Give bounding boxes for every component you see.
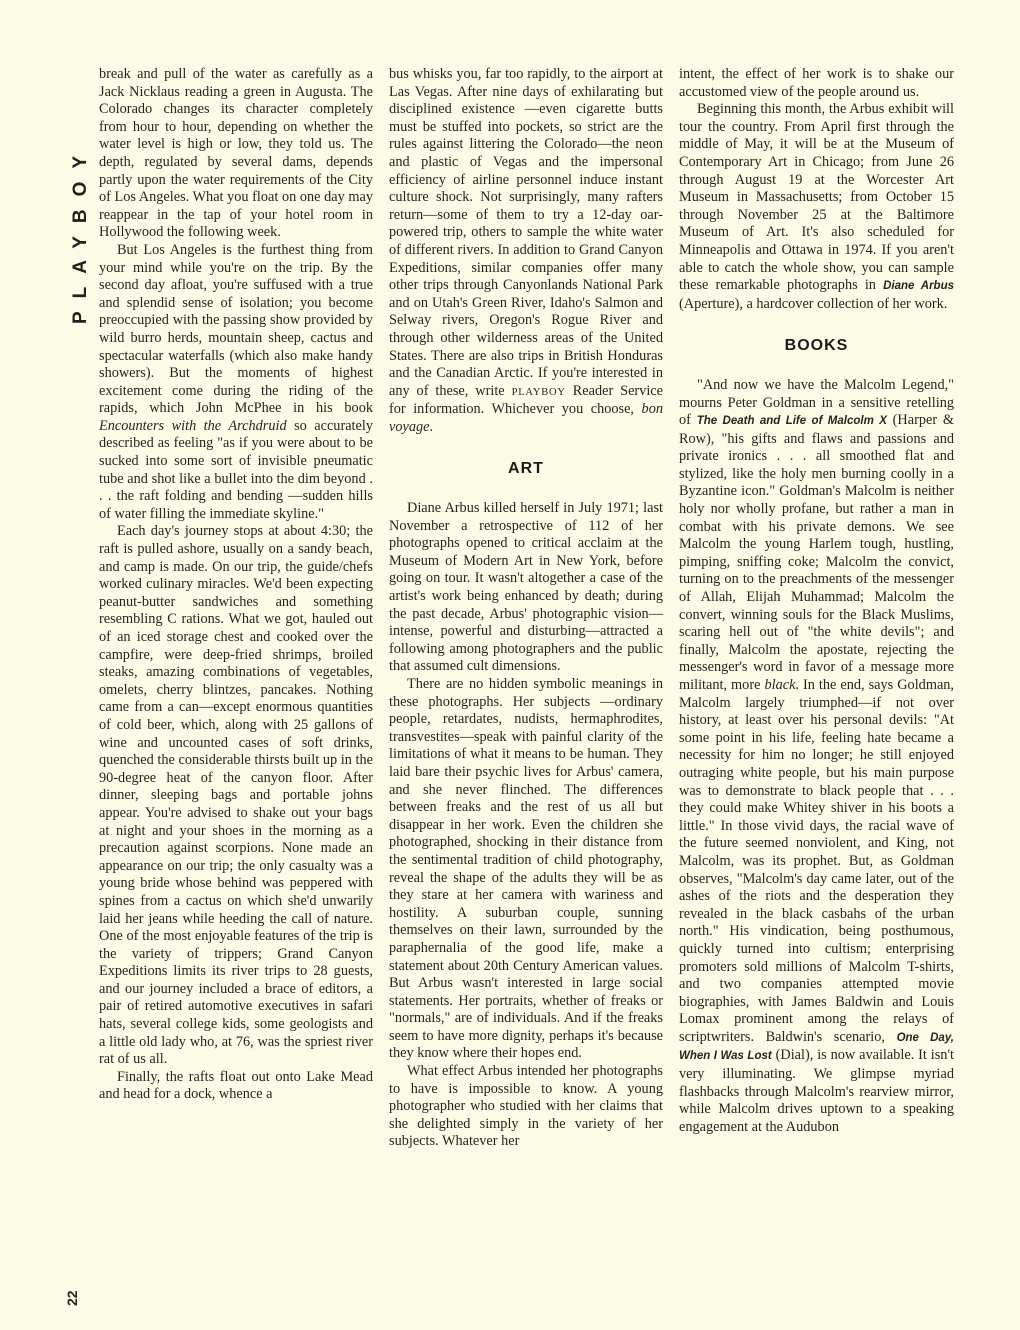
paragraph [679, 101, 954, 313]
paragraph-text: so accurately described as feeling "as if you were about to be sucked into some sort of invisible pneumatic tube and shot like a bullet into the dim beyond . . . the raft folding and bending —sudden hills of water filling the immediate skyline." [99, 417, 373, 522]
magazine-name-text: PLAYBOY [70, 142, 91, 324]
paragraph-text: . [429, 418, 434, 435]
section-heading-books: BOOKS [784, 337, 849, 355]
column-1 [99, 66, 373, 1104]
paragraph: break and pull of the water as carefully as a Jack Nicklaus reading a green in Augusta. The Colorado changes its character completely from hour to hour, depending on whether the water level is high or low, they told us. The depth, regulated by several dams, depends partly upon the water requirements of the City of Los Angeles. What you float on one day may reappear in the tap of your hotel room in Hollywood the following week. [99, 66, 373, 241]
paragraph-text: Reader Service for information. Whichever you choose, [389, 382, 663, 418]
paragraph: intent, the effect of her work is to shake our accustomed view of the people around us. [679, 66, 954, 100]
paragraph-text: (Aperture), a hardcover collection of her work. [679, 295, 948, 312]
book-title: Diane Arbus [883, 280, 955, 293]
book-title: The Death and Life of Malcolm X [696, 415, 887, 428]
book-title: One Day, When I Was Lost [679, 1031, 954, 1063]
italic-phrase: black [764, 677, 796, 693]
small-caps-text: PLAYBOY [511, 386, 566, 398]
column-3 [679, 66, 954, 1136]
paragraph [679, 377, 954, 1137]
paragraph: Diane Arbus killed herself in July 1971; last November a retrospective of 112 of her photographs opened to critical acclaim at the Museum of Modern Art in New York, before going on tour. It wasn't altogether a case of the artist's work being enhanced by death; during the past decade, Arbus' photographic vision—intense, powerful and disturbing—attracted a following among photographers and the public that assumed cult dimensions. [389, 500, 663, 675]
paragraph: There are no hidden symbolic meanings in these photographs. Her subjects —ordinary people, retardates, nudists, hermaphrodites, transvestites—speak with painful clarity of the limitations of what it means to be human. They laid bare their psychic lives for Arbus' camera, and she never flinched. The differences between freaks and the rest of us all but disappear in her work. Even the children she photographed, shocking in their distance from the sentimental tradition of child photography, reveal the shape of the adults they will be as they stare at her camera with wariness and hostility. A suburban couple, sunning themselves on their lawn, surrounded by the paraphernalia of the good life, make a statement about 20th Century American values. But Arbus wasn't interested in large social statements. Her portraits, whether of freaks or "normals," are of individuals. And if the freaks seem to have more dignity, perhaps it's because they know where their hopes end. [389, 676, 663, 1062]
paragraph-text: (Dial), is now available. It isn't very illuminating. We glimpse myriad flashbacks through Malcolm's rearview mirror, while Malcolm drives uptown to a speaking engagement at the Audubon [679, 1047, 955, 1135]
column-2 [389, 66, 663, 1151]
italic-phrase: bon voyage [389, 401, 663, 435]
page-number-text: 22 [64, 1290, 80, 1306]
paragraph-text: (Harper & Row), "his gifts and flaws and passions and private ironics . . . all smoothed flat and stylized, like the holy men burning coolly in a Byzantine icon." Goldman's Malcolm is neither holy nor wholly profane, but rather a man in combat with his private demons. We see Malcolm the young Harlem tough, hustling, pimping, sniffing coke; Malcolm the convict, turning on to the preachments of the messenger of Allah, Elijah Muhammad; Malcolm the convert, winning souls for the Black Muslims, scaring hell out of "the white devils"; and finally, Malcolm the apostate, rejecting the messenger's word in favor of a message more militant, more [679, 412, 954, 693]
paragraph [389, 66, 663, 436]
paragraph: Finally, the rafts float out onto Lake Mead and head for a dock, whence a [99, 1068, 373, 1103]
paragraph [99, 242, 373, 524]
paragraph-text: "And now we have the Malcolm Legend," mourns Peter Goldman in a sensitive retelling of [679, 376, 954, 429]
paragraph-text: bus whisks you, far too rapidly, to the airport at Las Vegas. After nine days of exhilarating but disciplined existence —even cigarette butts must be stuffed into pockets, so strict are the rules against littering the Colorado—the neon and plastic of Vegas and the impersonal efficiency of airline personnel induce instant culture shock. Not surprisingly, many rafters return—some of them to try a 12-day oar-powered trip, others to sample the white water of different rivers. In addition to Grand Canyon Expeditions, similar companies offer many other trips through Canyonlands National Park and on Utah's Green River, Idaho's Salmon and Selway rivers, Oregon's Rogue River and through other wilderness areas of the United States. There are also trips in British Honduras and the Canadian Arctic. If you're interested in any of these, write [389, 66, 663, 399]
paragraph: Each day's journey stops at about 4:30; the raft is pulled ashore, usually on a sandy beach, and camp is made. On our trip, the guide/chefs worked culinary miracles. We'd been expecting peanut-butter sandwiches and something resembling C rations. What we got, hauled out of an iced storage chest and cooked over the campfire, were deep-fried shrimps, broiled steaks, amazing combinations of vegetables, omelets, cherry blintzes, pancakes. Nothing came from a can—except enormous quantities of cold beer, which, along with 25 gallons of wine and uncounted cases of soft drinks, quenched the considerable thirsts built up in the 90-degree heat of the canyon floor. After dinner, sleeping bags and portable johns appear. You're advised to shake out your bags at night and your shoes in the morning as a precaution against scorpions. None made an appearance on our trip; the only casualty was a young bride whose behind was peppered with spines from a cactus on which she'd unwarily laid her jeans while heeding the call of nature. One of the most enjoyable features of the trip is the variety of trippers; Grand Canyon Expeditions limits its river trips to 28 guests, and our journey included a brace of editors, a pair of retired automotive executives in safari hats, several college kids, some geologists and a little old lady who, at 76, was the spriest river rat of us all. [99, 523, 373, 1068]
magazine-name [46, 62, 91, 332]
paragraph-text: . In the end, says Goldman, Malcolm largely triumphed—if not over history, at least over his personal devils: "At some point in his life, feeling hate became a necessity for him no longer; he still enjoyed outraging white people, but his main purpose was to demonstrate to black people that . . . they could make Whitey shiver in his boots a little." In those vivid days, the racial wave of the future seemed nonviolent, and King, not Malcolm, was its prophet. But, as Goldman observes, "Malcolm's day came later, out of the ashes of the riots and the desperation they revealed in the black casbahs of the urban north." His vindication, being posthumous, quickly turned into cultism; enterprising promoters sold millions of Malcolm T-shirts, and two companies attempted movie biographies, with James Baldwin and Louis Lomax prominent among the relays of scriptwriters. Baldwin's scenario, [679, 677, 955, 1045]
paragraph: What effect Arbus intended her photographs to have is impossible to know. A young photographer who studied with her claims that she delighted simply in the variety of her subjects. Whatever her [389, 1063, 663, 1150]
paragraph-text: Beginning this month, the Arbus exhibit will tour the country. From April first through the middle of May, it will be at the Museum of Contemporary Art in Chicago; from June 26 through August 19 at the Worcester Art Museum in Massachusetts; from October 15 through November 25 at the Baltimore Museum of Art. It's also scheduled for Minneapolis and Ottawa in 1974. If you aren't able to catch the whole show, you can sample these remarkable photographs in [679, 101, 954, 294]
section-heading-art: ART [508, 460, 544, 478]
page-number [44, 1290, 80, 1330]
paragraph-text: But Los Angeles is the furthest thing from your mind while you're on the trip. By the second day afloat, you're suffused with a true and splendid sense of isolation; you become preoccupied with the passing show provided by wild burro herds, mountain sheep, cactus and spectacular waterfalls (which also make handy showers). But the moments of highest excitement come during the riding of the rapids, which John McPhee in his book [99, 241, 373, 417]
book-title: Encounters with the Archdruid [99, 417, 287, 434]
